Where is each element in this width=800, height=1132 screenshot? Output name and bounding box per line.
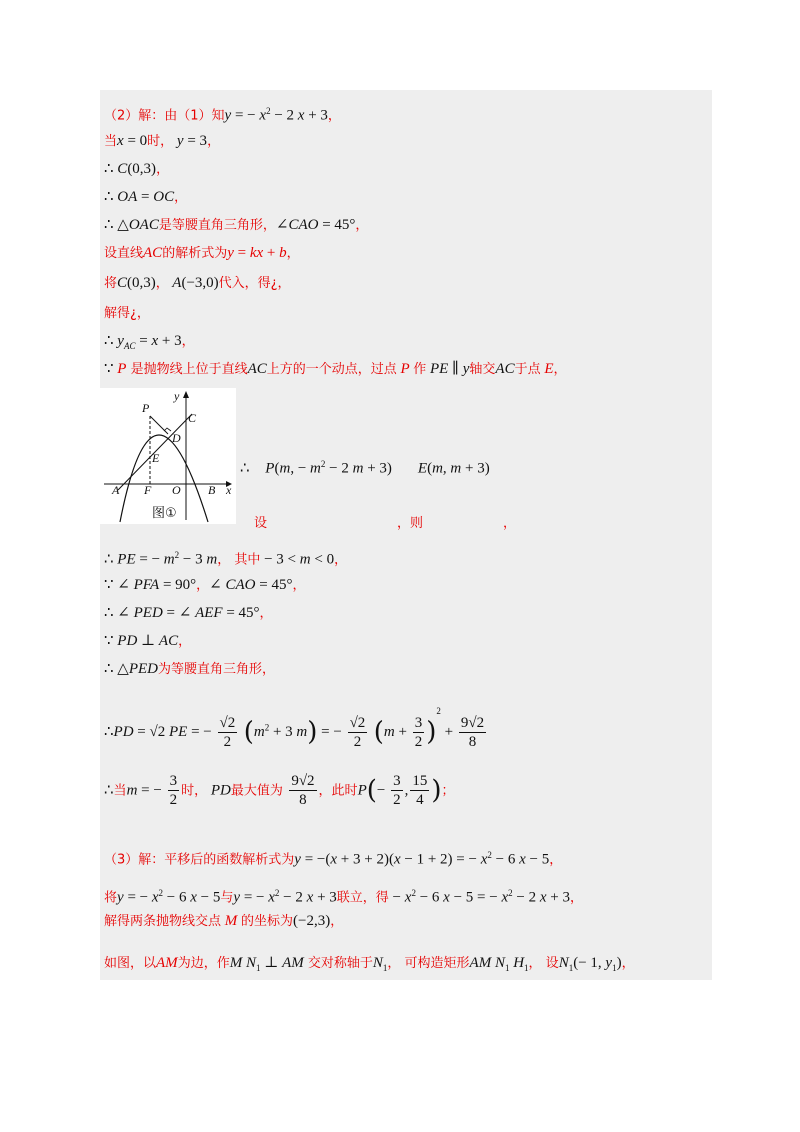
label-f: F xyxy=(144,483,152,497)
label-c: C xyxy=(188,411,197,425)
line-22: 解得两条抛物线交点 M 的坐标为(−2,3)， xyxy=(104,913,344,929)
line-4: ∴ OA = OC， xyxy=(104,189,188,205)
line-8: 解得¿， xyxy=(104,306,150,321)
line-20: （3）解：平移后的函数解析式为y = −(x + 3 + 2)(x − 1 + 2) = − $x^2 - 6$ x − 5， xyxy=(104,850,563,868)
label-b: B xyxy=(208,483,216,497)
line-11: ∴ P(m, − $m^2 - 2$ m + 3) E(m, m + 3) xyxy=(240,459,490,477)
line-5: ∴ △OAC是等腰直角三角形，∠CAO = 45°， xyxy=(104,217,369,233)
line-12: 设 ，则 ， xyxy=(254,516,517,531)
line-17: ∴ △PED为等腰直角三角形， xyxy=(104,661,276,677)
line-13: ∴ PE = − $m^2 - 3$ m， 其中 − 3 < m < 0， xyxy=(104,550,348,568)
label-x: x xyxy=(226,483,232,497)
line-1: （2）解：由（1）知y = − $x^2 - 2$ x + 3， xyxy=(104,106,341,124)
label-o: O xyxy=(172,483,181,497)
line-21: 将y = − $x^2 - 6$ x − 5与y = − $x^2 - 2$ x + 3联立，得 − $x^2 - 6$ x − 5 = − $x^2 - 2$ x + 3， xyxy=(104,888,584,906)
label-p: P xyxy=(142,401,150,415)
label-a: A xyxy=(112,483,120,497)
line-23: 如图，以AM为边，作M $N_1$ ⊥ AM 交对称轴于$N_1$， 可构造矩形AM $N_1$ $H_1$， 设$N_1(- 1$, $y_1$)， xyxy=(104,955,635,973)
y-axis-arrow xyxy=(183,391,189,398)
line-9: ∴ $y_{AC} = x + 3$， xyxy=(104,333,195,351)
label-e: E xyxy=(152,451,160,465)
line-19: ∴当m = − $\frac{3}{2}$ 时， PD最大值为 $\frac{9√2}{8}$ ，此时P(− $\frac{3}{2}$ , $\frac{15}{4}$ )； xyxy=(104,773,455,808)
line-2: 当x = 0时， y = 3， xyxy=(104,133,221,149)
parabola-diagram xyxy=(100,388,236,524)
segment-pd xyxy=(150,416,168,434)
line-14: ∵ ∠ PFA = 90°，∠ CAO = 45°， xyxy=(104,577,306,593)
parabola-figure xyxy=(100,388,236,524)
line-15: ∴ ∠ PED = ∠ AEF = 45°， xyxy=(104,605,273,621)
line-18: ∴PD = √2 PE = − $\frac{√2}{2}$ ($m^2 + 3$ m) = − $\frac{√2}{2}$ (m + $\frac{3}{2}$ )$^2$ + $\frac{9√2}{8}$ xyxy=(104,706,485,750)
line-16: ∵ PD ⊥ AC， xyxy=(104,633,192,649)
line-7: 将C(0,3)， A(−3,0)代入，得¿， xyxy=(104,275,291,291)
line-3: ∴ C(0,3)， xyxy=(104,161,170,177)
figure-caption: 图① xyxy=(152,506,177,521)
line-6: 设直线AC的解析式为y = kx + b， xyxy=(104,245,300,261)
line-10: ∵ P 是抛物线上位于直线AC上方的一个动点，过点 P 作 PE ∥ y轴交AC于点 E， xyxy=(104,361,567,377)
label-y: y xyxy=(174,389,180,403)
label-d: D xyxy=(172,431,181,445)
